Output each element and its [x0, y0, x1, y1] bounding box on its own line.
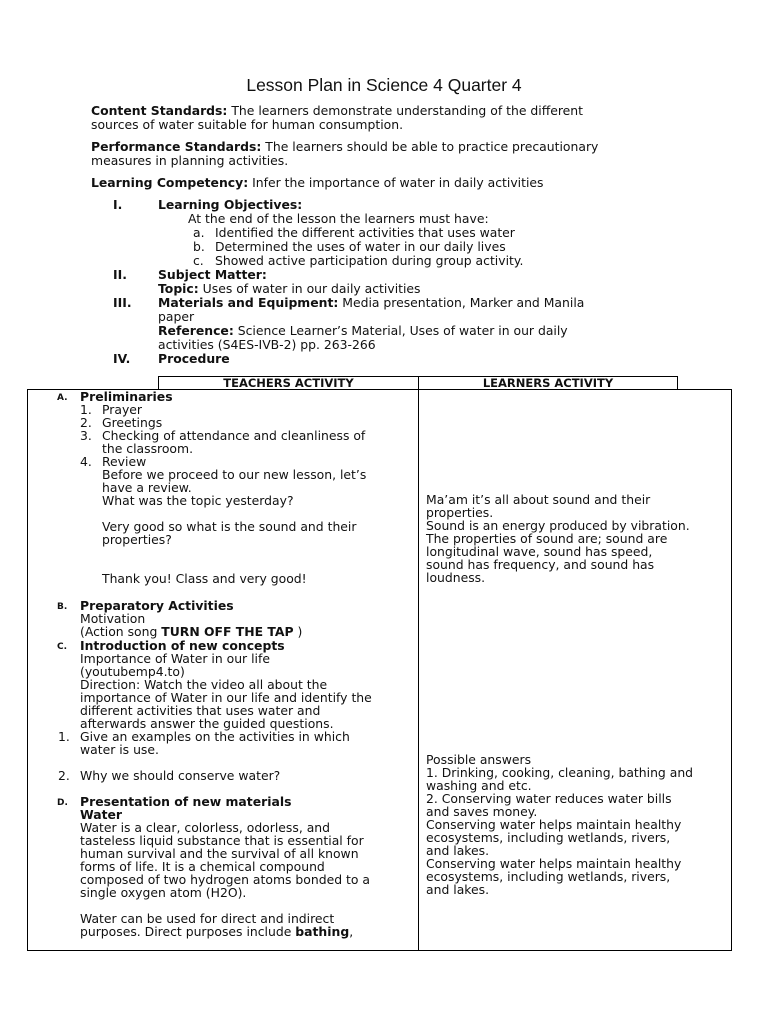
- possible-answers-line-10: ecosystems, including wetlands, rivers,: [426, 869, 671, 884]
- thank-you-line: Thank you! Class and very good!: [102, 571, 307, 586]
- prelim-num-4: 4.: [80, 454, 92, 469]
- water-line-5: composed of two hydrogen atoms bonded to a: [80, 872, 370, 887]
- possible-answers-line-1: Possible answers: [426, 752, 532, 767]
- possible-answers-line-7: ecosystems, including wetlands, rivers,: [426, 830, 671, 845]
- learner-review-line-7: loudness.: [426, 570, 486, 585]
- section-a-title: Preliminaries: [80, 389, 173, 404]
- review-line2: have a review.: [102, 480, 192, 495]
- content-standards-label: Content Standards:: [91, 103, 228, 118]
- table-column-divider: [418, 389, 419, 951]
- reference-line2: activities (S4ES-IVB-2) pp. 263-266: [158, 337, 376, 352]
- water-line-3: human survival and the survival of all known: [80, 846, 359, 861]
- intro-line-1: Importance of Water in our life: [80, 651, 270, 666]
- header-teachers-activity: TEACHERS ACTIVITY: [158, 376, 419, 390]
- intro-line-3: Direction: Watch the video all about the: [80, 677, 328, 692]
- possible-answers-line-11: and lakes.: [426, 882, 490, 897]
- review-line1: Before we proceed to our new lesson, let’s: [102, 467, 367, 482]
- learning-competency-label: Learning Competency:: [91, 175, 249, 190]
- intro-line-4: importance of Water in our life and identify the: [80, 690, 372, 705]
- page-title: Lesson Plan in Science 4 Quarter 4: [246, 75, 522, 95]
- objectives-intro: At the end of the lesson the learners must have:: [188, 211, 489, 226]
- reference-label: Reference:: [158, 323, 234, 338]
- learning-competency-text: Infer the importance of water in daily activities: [248, 175, 544, 190]
- prelim-text-1: Prayer: [102, 402, 142, 417]
- guide-q1-line2: water is use.: [80, 742, 159, 757]
- review-question: What was the topic yesterday?: [102, 493, 294, 508]
- section-a-letter: A.: [57, 393, 68, 403]
- materials-text: Media presentation, Marker and Manila: [338, 295, 585, 310]
- prelim-num-2: 2.: [80, 415, 92, 430]
- prelim-text-4: Review: [102, 454, 147, 469]
- materials-line1: [158, 296, 584, 310]
- prelim-text-3b: the classroom.: [102, 441, 194, 456]
- uses-line-2-pre: purposes. Direct purposes include: [80, 924, 296, 939]
- topic-line: [158, 282, 421, 296]
- performance-standards-line2: measures in planning activities.: [91, 153, 289, 168]
- possible-answers-line-6: Conserving water helps maintain healthy: [426, 817, 682, 832]
- learner-review-line-1: Ma’am it’s all about sound and their: [426, 492, 651, 507]
- guide-q2-text: Why we should conserve water?: [80, 768, 281, 783]
- water-subtitle: Water: [80, 807, 123, 822]
- possible-answers-line-5: and saves money.: [426, 804, 538, 819]
- water-line-4: forms of life. It is a chemical compound: [80, 859, 325, 874]
- section-i-label: Learning Objectives:: [158, 197, 303, 212]
- possible-answers-line-9: Conserving water helps maintain healthy: [426, 856, 682, 871]
- content-standards-line1: [91, 104, 583, 118]
- section-iv-numeral: IV.: [113, 351, 131, 366]
- reference-line1: [158, 324, 568, 338]
- action-song-post: ): [293, 624, 303, 639]
- section-c-title: Introduction of new concepts: [80, 638, 285, 653]
- section-i-numeral: I.: [113, 197, 123, 212]
- learner-review-line-3: Sound is an energy produced by vibration.: [426, 518, 690, 533]
- performance-standards-line1: [91, 140, 598, 154]
- water-line-1: Water is a clear, colorless, odorless, and: [80, 820, 331, 835]
- section-c-letter: C.: [57, 642, 68, 652]
- action-song-pre: (Action song: [80, 624, 162, 639]
- intro-line-2: (youtubemp4.to): [80, 664, 185, 679]
- uses-line-1: Water can be used for direct and indirect: [80, 911, 335, 926]
- learner-review-line-2: properties.: [426, 505, 494, 520]
- motivation-line: Motivation: [80, 611, 146, 626]
- possible-answers-line-4: 2. Conserving water reduces water bills: [426, 791, 672, 806]
- possible-answers-line-8: and lakes.: [426, 843, 490, 858]
- guide-q1-line1: Give an examples on the activities in which: [80, 729, 350, 744]
- topic-text: Uses of water in our daily activities: [198, 281, 421, 296]
- learner-review-line-6: sound has frequency, and sound has: [426, 557, 655, 572]
- objective-a-text: Identified the different activities that uses water: [215, 225, 515, 240]
- learner-review-line-5: longitudinal wave, sound has speed,: [426, 544, 653, 559]
- intro-line-5: different activities that uses water and: [80, 703, 321, 718]
- objective-b-letter: b.: [193, 239, 205, 254]
- water-line-6: single oxygen atom (H2O).: [80, 885, 247, 900]
- objective-c-letter: c.: [193, 253, 204, 268]
- prelim-num-3: 3.: [80, 428, 92, 443]
- sound-question-line1: Very good so what is the sound and their: [102, 519, 357, 534]
- header-learners-activity: LEARNERS ACTIVITY: [418, 376, 678, 390]
- content-standards-line2: sources of water suitable for human consumption.: [91, 117, 404, 132]
- possible-answers-line-3: washing and etc.: [426, 778, 532, 793]
- uses-line-2-post: ,: [349, 924, 354, 939]
- action-song-title: TURN OFF THE TAP: [161, 624, 294, 639]
- guide-q1-num: 1.: [58, 729, 70, 744]
- prelim-text-3: Checking of attendance and cleanliness of: [102, 428, 366, 443]
- sound-question-line2: properties?: [102, 532, 172, 547]
- materials-label: Materials and Equipment:: [158, 295, 339, 310]
- section-d-title: Presentation of new materials: [80, 794, 292, 809]
- intro-line-6: afterwards answer the guided questions.: [80, 716, 334, 731]
- action-song-line: [80, 625, 302, 639]
- objective-c-text: Showed active participation during group activity.: [215, 253, 524, 268]
- water-line-2: tasteless liquid substance that is essential for: [80, 833, 364, 848]
- guide-q2-num: 2.: [58, 768, 70, 783]
- uses-line-2-bold: bathing: [295, 924, 350, 939]
- section-ii-numeral: II.: [113, 267, 127, 282]
- uses-line-2: [80, 925, 353, 939]
- learner-review-line-4: The properties of sound are; sound are: [426, 531, 668, 546]
- section-d-letter: D.: [57, 798, 68, 808]
- reference-text: Science Learner’s Material, Uses of water in our daily: [233, 323, 568, 338]
- performance-standards-text: The learners should be able to practice precautionary: [261, 139, 599, 154]
- possible-answers-line-2: 1. Drinking, cooking, cleaning, bathing and: [426, 765, 694, 780]
- topic-label: Topic:: [158, 281, 199, 296]
- performance-standards-label: Performance Standards:: [91, 139, 262, 154]
- objective-b-text: Determined the uses of water in our daily lives: [215, 239, 506, 254]
- content-standards-text: The learners demonstrate understanding of the different: [227, 103, 584, 118]
- section-b-title: Preparatory Activities: [80, 598, 234, 613]
- section-ii-label: Subject Matter:: [158, 267, 267, 282]
- objective-a-letter: a.: [193, 225, 205, 240]
- learning-competency: [91, 176, 543, 190]
- section-b-letter: B.: [57, 602, 68, 612]
- prelim-text-2: Greetings: [102, 415, 163, 430]
- section-iv-label: Procedure: [158, 351, 230, 366]
- prelim-num-1: 1.: [80, 402, 92, 417]
- section-iii-numeral: III.: [113, 295, 132, 310]
- materials-line2: paper: [158, 309, 195, 324]
